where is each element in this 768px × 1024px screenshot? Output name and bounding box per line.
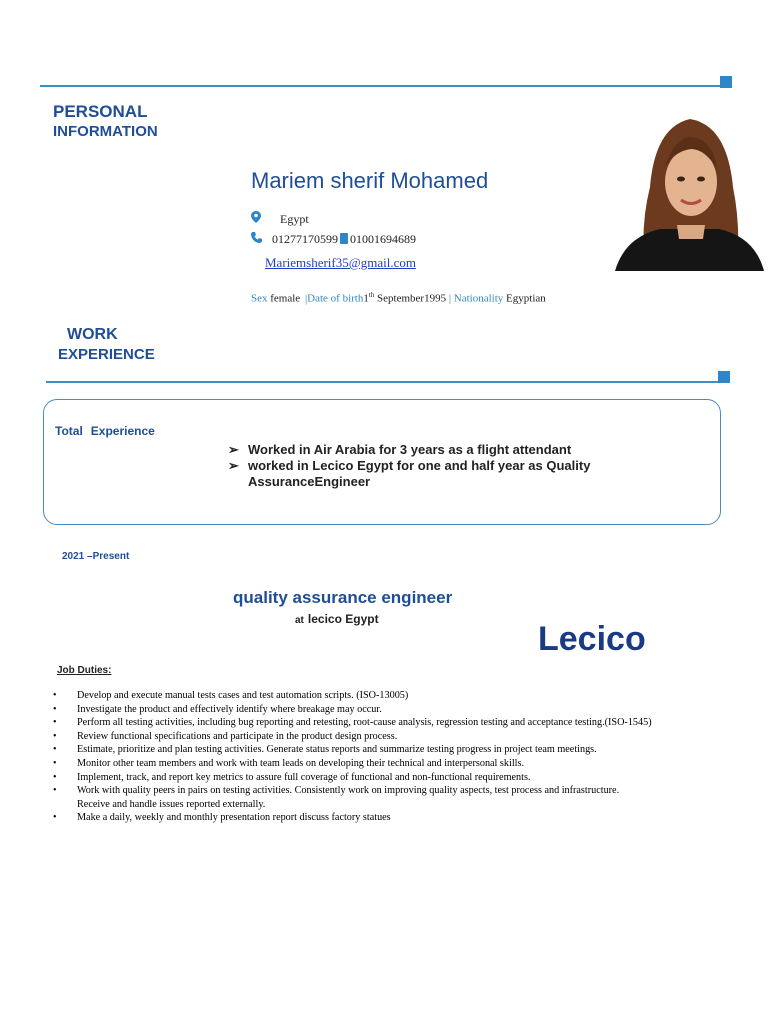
list-item: • Monitor other team members and work with team leads on developing their technical and interpersonal skills. [30, 757, 745, 771]
personal-info-heading [53, 102, 158, 142]
list-item: • Work with quality peers in pairs on testing activities. Consistently work on improving quality aspects, test process and infrastructure. Receive and handle issues reported externally. [30, 784, 745, 811]
sex-label: Sex [251, 292, 268, 305]
sex-value: female [270, 292, 301, 305]
dob-day: 1 [363, 292, 369, 305]
personal-details-line [251, 291, 546, 305]
summary-text: worked in Lecico Egypt for one and half year as Quality [248, 458, 591, 473]
profile-name: Mariem sherif Mohamed [251, 168, 489, 193]
experience-summary-list [228, 442, 590, 490]
phone-icon [251, 232, 265, 247]
top-divider-square [720, 76, 732, 88]
phone-secondary[interactable]: 01001694689 [350, 232, 416, 246]
mobile-icon [340, 233, 348, 244]
list-item: • Implement, track, and report key metrics to assure full coverage of functional and non-functional requirements. [30, 771, 745, 785]
work-heading-line1: WORK [67, 326, 118, 343]
job-duties-list [30, 689, 745, 825]
work-divider-square [718, 371, 730, 383]
work-heading-line2: EXPERIENCE [58, 346, 155, 363]
experience-word: Experience [90, 424, 155, 438]
list-item: • Estimate, prioritize and plan testing activities. Generate status reports and summarize testing progress in project team meetings. [30, 743, 745, 757]
list-item: • Perform all testing activities, including bug reporting and retesting, root-cause analysis, regression testing and acceptance testing.(ISO-1545) [30, 716, 745, 730]
job-title: quality assurance engineer [233, 588, 453, 607]
profile-photo [615, 107, 764, 271]
location-row [251, 211, 309, 227]
separator: | [448, 292, 452, 305]
separator: | [304, 292, 308, 305]
at-word: at [295, 615, 304, 626]
total-experience-label [55, 424, 163, 438]
list-item: • Investigate the product and effectively identify where breakage may occur. [30, 703, 745, 717]
summary-text: AssuranceEngineer [248, 474, 371, 489]
top-divider [40, 85, 730, 87]
dob-label: Date of birth [307, 292, 364, 305]
list-item [228, 458, 590, 474]
dob-suffix: th [368, 291, 375, 299]
job-duties-heading: Job Duties: [57, 665, 112, 676]
arrow-bullet-icon: ➢ [228, 442, 239, 457]
work-experience-heading [58, 325, 155, 365]
location-text: Egypt [280, 212, 309, 226]
personal-heading-line1: PERSONAL [53, 102, 148, 121]
summary-text: Worked in Air Arabia for 3 years as a flight attendant [248, 442, 572, 457]
nationality-value: Egyptian [506, 292, 546, 305]
phone-row [251, 232, 416, 247]
dob-rest: September1995 [377, 292, 447, 305]
total-word: Total [55, 424, 83, 438]
portrait-photo-icon [615, 107, 764, 271]
nationality-label: Nationality [453, 292, 504, 305]
list-item: • Review functional specifications and participate in the product design process. [30, 730, 745, 744]
email-link[interactable]: Mariemsherif35@gmail.com [265, 255, 416, 270]
list-item [228, 442, 590, 458]
location-pin-icon [251, 211, 265, 227]
work-divider [46, 381, 726, 383]
arrow-bullet-icon: ➢ [228, 458, 239, 473]
list-item: • Develop and execute manual tests cases and test automation scripts. (ISO-13005) [30, 689, 745, 703]
phone-primary[interactable]: 01277170599 [272, 232, 338, 246]
company-name: lecico Egypt [307, 612, 379, 626]
list-item [228, 474, 590, 490]
job-period: 2021 –Present [62, 551, 130, 562]
list-item: • Make a daily, weekly and monthly presentation report discuss factory statues [30, 811, 745, 825]
company-logo: Lecico [538, 620, 646, 658]
personal-heading-line2: INFORMATION [53, 123, 158, 140]
job-company [295, 612, 379, 626]
